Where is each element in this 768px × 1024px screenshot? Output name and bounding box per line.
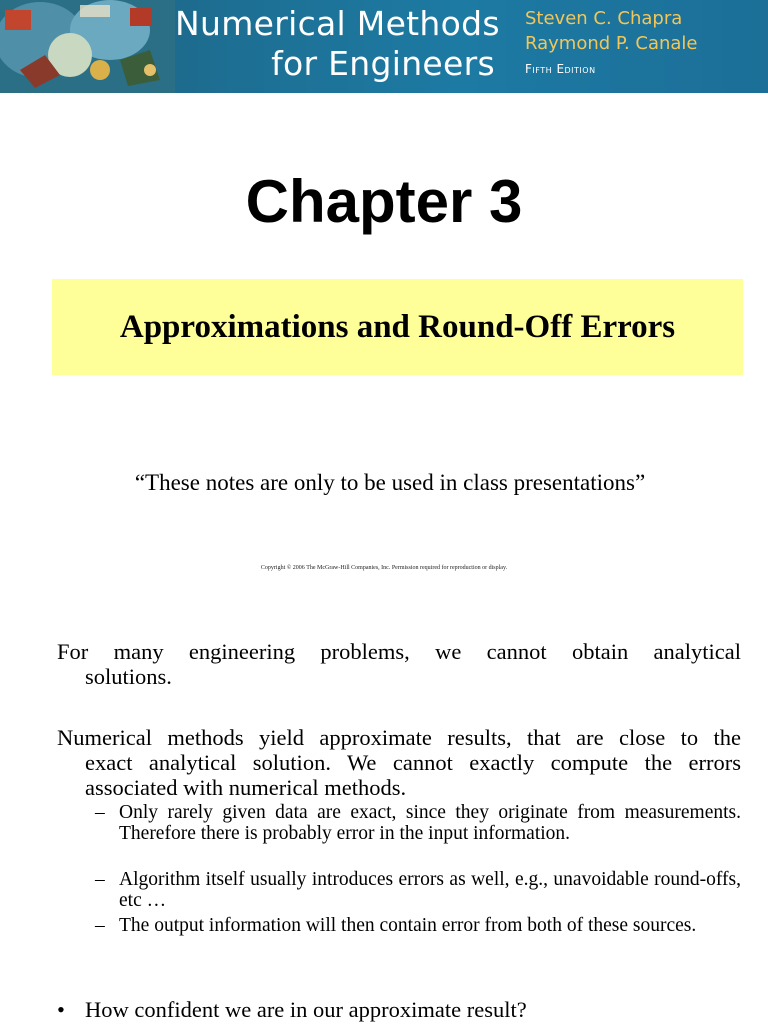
sub-point-text: The output information will then contain error from both of these sources. [119, 915, 697, 936]
bullet-question [57, 997, 757, 1023]
book-title-line1: Numerical Methods [175, 4, 500, 43]
book-title-line2: for Engineers [271, 44, 495, 83]
paragraph-line: Numerical methods yield approximate results, that are close to the [57, 725, 741, 750]
author-name: Raymond P. Canale [525, 33, 698, 54]
book-authors [525, 6, 698, 56]
sub-point-algorithm [95, 870, 741, 911]
banner-collage-image [0, 0, 175, 93]
sub-point-text: Algorithm itself usually introduces errors as well, e.g., unavoidable round-offs, etc … [119, 869, 741, 911]
author-name: Steven C. Chapra [525, 8, 683, 29]
sub-point-text: Only rarely given data are exact, since they originate from measurements. Therefore there is probably error in the input information. [119, 802, 741, 844]
copyright-notice: Copyright © 2006 The McGraw-Hill Companies, Inc. Permission required for reproduction or display. [260, 565, 508, 571]
book-edition: Fifth Edition [525, 62, 596, 76]
paragraph-continuation: exact analytical solution. We cannot exactly compute the errors associated with numerical methods. [85, 750, 741, 800]
sub-point-data [95, 803, 741, 844]
bullet-text: How confident we are in our approximate result? [85, 997, 527, 1022]
bullet-marker: • [57, 997, 65, 1022]
dash-marker: – [95, 869, 105, 890]
paragraph-continuation: solutions. [85, 664, 172, 689]
paragraph-analytical-solutions [57, 639, 741, 689]
book-banner [0, 0, 768, 93]
subtitle-highlight-box [52, 279, 743, 375]
dash-marker: – [95, 802, 105, 823]
sub-point-output [95, 916, 741, 937]
paragraph-line: For many engineering problems, we cannot obtain analytical [57, 639, 741, 664]
usage-note: “These notes are only to be used in class presentations” [134, 470, 646, 495]
paragraph-numerical-methods [57, 725, 741, 800]
book-title [175, 4, 500, 84]
chapter-title: Chapter 3 [245, 168, 523, 235]
chapter-subtitle: Approximations and Round-Off Errors [119, 309, 676, 345]
dash-marker: – [95, 915, 105, 936]
